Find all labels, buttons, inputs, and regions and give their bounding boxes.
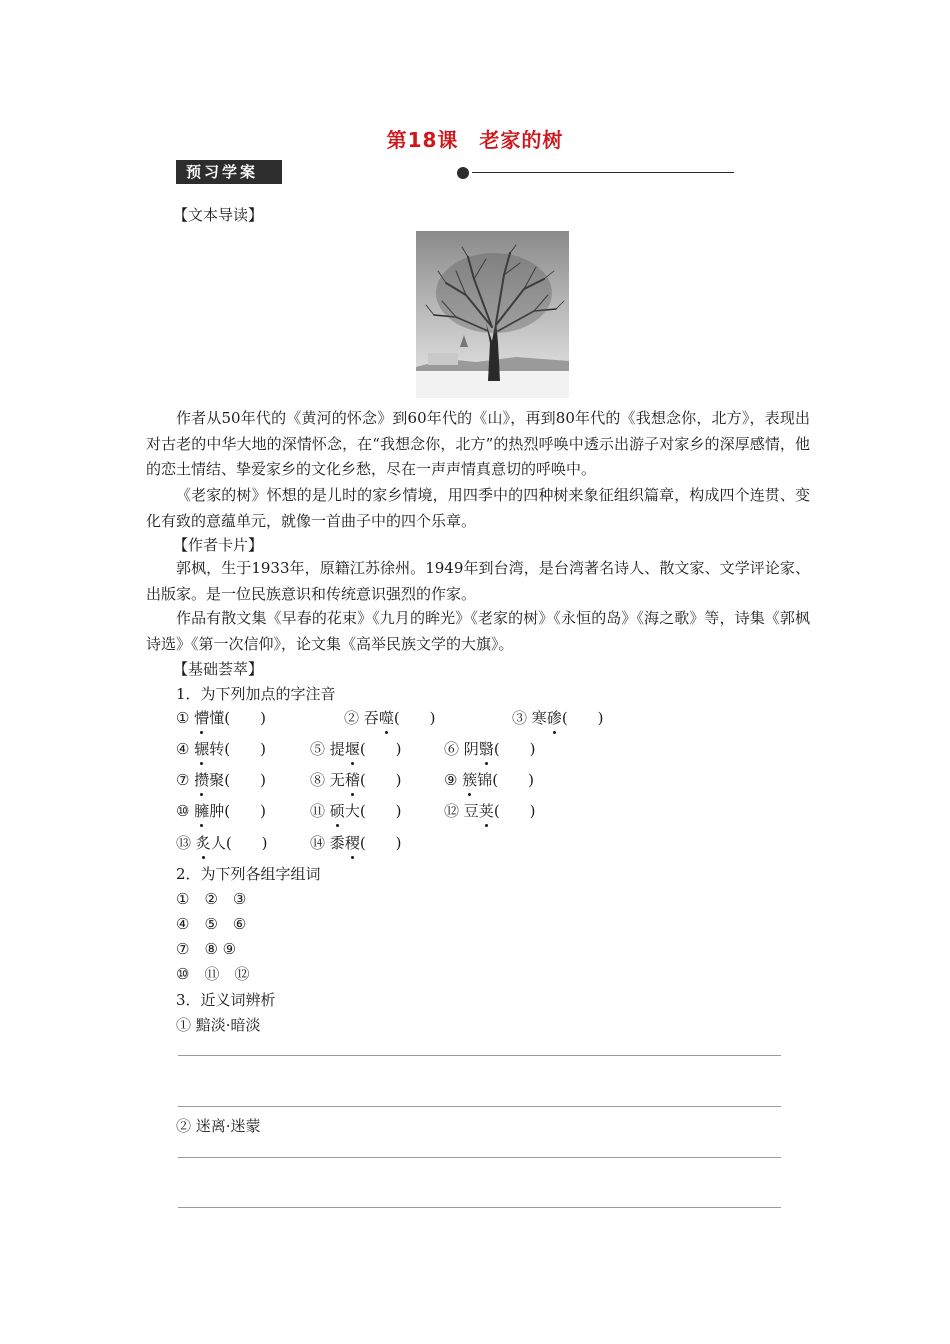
dotted-char: 荚 (478, 802, 494, 820)
dotted-char: 稷 (344, 834, 360, 852)
pinyin-item: ⑩ 臃肿( ) (176, 802, 266, 820)
pinyin-item: ⑭ 黍稷( ) (310, 834, 402, 852)
answer-line[interactable] (178, 1055, 781, 1056)
dotted-char: 辗 (194, 740, 210, 758)
dotted-char: 噬 (378, 709, 394, 727)
pinyin-item: ② 吞噬( ) (344, 709, 436, 727)
word-group-row: ⑦ ⑧ ⑨ (176, 940, 237, 958)
dotted-char: 硕 (329, 802, 345, 820)
banner-rule (472, 172, 734, 173)
section-heading-basics: 【基础荟萃】 (173, 660, 264, 678)
question-1-title: 1．为下列加点的字注音 (176, 685, 336, 703)
bullet-icon (456, 166, 470, 180)
banner-label: 预习学案 (176, 160, 282, 184)
word-group-row: ④ ⑤ ⑥ (176, 915, 247, 933)
section-heading-guide: 【文本导读】 (173, 206, 264, 224)
author-paragraph-1: 郭枫，生于1933年，原籍江苏徐州。1949年到台湾，是台湾著名诗人、散文家、文学评论家、出版家。是一位民族意识和传统意识强烈的作家。 (146, 559, 810, 603)
dotted-char: 攒 (194, 771, 210, 789)
synonym-item-1: ① 黯淡·暗淡 (176, 1016, 261, 1034)
pinyin-item: ④ 辗转( ) (176, 740, 266, 758)
pinyin-item: ⑦ 攒聚( ) (176, 771, 266, 789)
word-group-row: ① ② ③ (176, 890, 247, 908)
pinyin-item: ⑥ 阴翳( ) (444, 740, 536, 758)
pinyin-item: ⑫ 豆荚( ) (444, 802, 536, 820)
dotted-char: 臃 (194, 802, 210, 820)
dotted-char: 翳 (478, 740, 494, 758)
page-title: 第18课 老家的树 (386, 128, 564, 152)
dotted-char: 稽 (344, 771, 360, 789)
question-3-title: 3．近义词辨析 (176, 991, 276, 1009)
pinyin-item: ⑧ 无稽( ) (310, 771, 402, 789)
word-group-row: ⑩ ⑪ ⑫ (176, 965, 250, 983)
pinyin-item: ① 懵懂( ) (176, 709, 266, 727)
guide-paragraph-1: 作者从50年代的《黄河的怀念》到60年代的《山》，再到80年代的《我想念你，北方》，表现出对古老的中华大地的深情怀念，在“我想念你，北方”的热烈呼唤中透示出游子对家乡的深厚感情，他的恋土情结、挚爱家乡的文化乡愁，尽在一声声情真意切的呼唤中。 (146, 409, 810, 478)
pinyin-item: ⑬ 炙人( ) (176, 834, 268, 852)
pinyin-item: ③ 寒碜( ) (512, 709, 604, 727)
synonym-item-2: ② 迷离·迷蒙 (176, 1117, 261, 1135)
dotted-char: 簇 (462, 771, 478, 789)
section-heading-author: 【作者卡片】 (173, 536, 264, 554)
answer-line[interactable] (178, 1157, 781, 1158)
answer-line[interactable] (178, 1106, 781, 1107)
dotted-char: 懵 (194, 709, 210, 727)
pinyin-item: ⑤ 提堰( ) (310, 740, 402, 758)
tree-photo (416, 231, 569, 398)
dotted-char: 碜 (546, 709, 562, 727)
pinyin-item: ⑪ 硕大( ) (310, 802, 402, 820)
dotted-char: 炙 (195, 834, 211, 852)
tree-image (416, 231, 569, 398)
answer-line[interactable] (178, 1207, 781, 1208)
author-paragraph-2: 作品有散文集《早春的花束》《九月的眸光》《老家的树》《永恒的岛》《海之歌》等，诗集《郭枫诗选》《第一次信仰》，论文集《高举民族文学的大旗》。 (146, 609, 810, 653)
guide-paragraph-2: 《老家的树》怀想的是儿时的家乡情境，用四季中的四种树来象征组织篇章，构成四个连贯、变化有致的意蕴单元，就像一首曲子中的四个乐章。 (146, 486, 810, 530)
pinyin-item: ⑨ 簇锦( ) (444, 771, 534, 789)
question-2-title: 2．为下列各组字组词 (176, 865, 321, 883)
dotted-char: 堰 (344, 740, 360, 758)
